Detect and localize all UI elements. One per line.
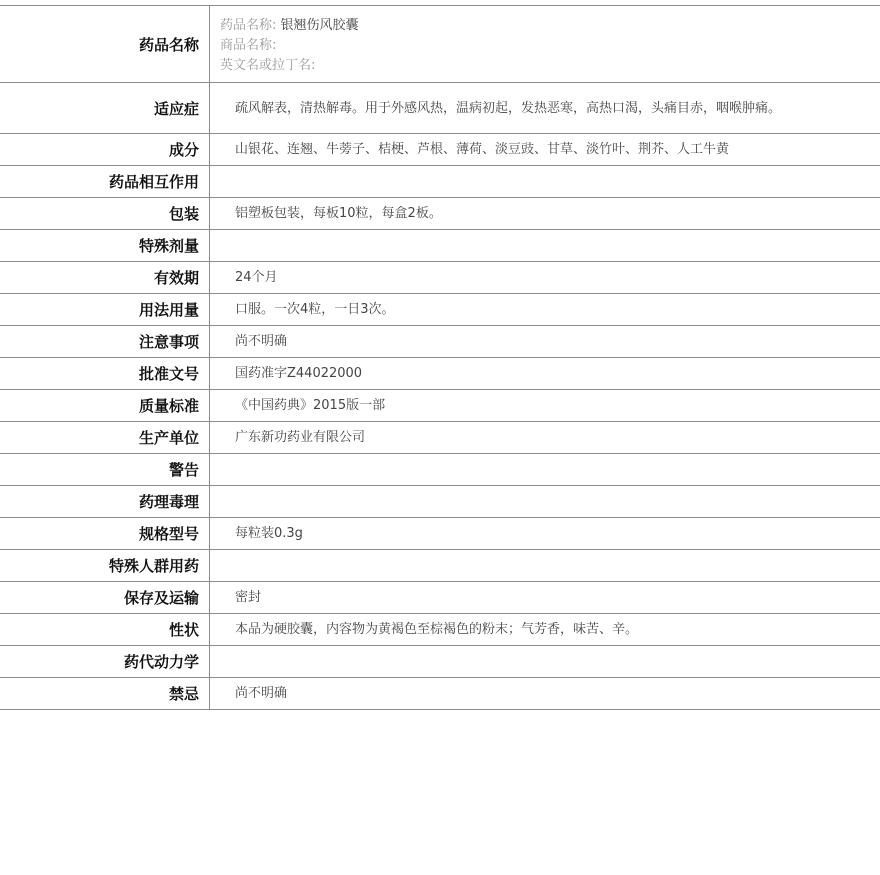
generic-name-line [220,16,800,36]
english-name-key: 英文名或拉丁名: [220,58,315,73]
row-value: 《中国药典》2015版一部 [210,390,880,422]
english-name-line [220,56,800,76]
table-row-usage [0,294,880,326]
row-label: 药代动力学 [0,646,210,678]
row-value: 国药准字Z44022000 [210,358,880,390]
row-value: 尚不明确 [210,678,880,710]
row-label: 质量标准 [0,390,210,422]
row-value: 24个月 [210,262,880,294]
drug-spec-table [0,5,880,710]
row-label: 特殊剂量 [0,230,210,262]
row-value: 疏风解表，清热解毒。用于外感风热，温病初起，发热恶寒，高热口渴，头痛目赤，咽喉肿痛。 [210,83,880,134]
row-value [210,486,880,518]
row-value [210,166,880,198]
row-value: 铝塑板包装，每板10粒，每盒2板。 [210,198,880,230]
row-label: 药品相互作用 [0,166,210,198]
table-row-manufacturer [0,422,880,454]
table-row-pharmacokinetics [0,646,880,678]
table-row-approval-number [0,358,880,390]
row-value: 口服。一次4粒，一日3次。 [210,294,880,326]
trade-name-line [220,36,800,56]
row-label: 禁忌 [0,678,210,710]
row-label: 注意事项 [0,326,210,358]
row-value: 尚不明确 [210,326,880,358]
table-row-specification [0,518,880,550]
row-label: 适应症 [0,83,210,134]
row-label: 药理毒理 [0,486,210,518]
table-row-contraindications [0,678,880,710]
row-value [210,550,880,582]
row-label: 规格型号 [0,518,210,550]
generic-name-key: 药品名称: [220,18,276,33]
names-cell [210,6,880,83]
row-value [210,646,880,678]
trade-name-key: 商品名称: [220,38,276,53]
row-value: 本品为硬胶囊，内容物为黄褐色至棕褐色的粉末；气芳香，味苦、辛。 [210,614,880,646]
generic-name-value: 银翘伤风胶囊 [281,18,359,33]
table-row-interactions [0,166,880,198]
table-row-packaging [0,198,880,230]
row-label: 特殊人群用药 [0,550,210,582]
table-row-description [0,614,880,646]
table-row-warning [0,454,880,486]
table-row-precautions [0,326,880,358]
row-label: 成分 [0,134,210,166]
row-label: 保存及运输 [0,582,210,614]
row-value: 广东新功药业有限公司 [210,422,880,454]
row-value: 每粒装0.3g [210,518,880,550]
table-row-ingredients [0,134,880,166]
row-label: 包装 [0,198,210,230]
table-row-names [0,6,880,83]
table-row-special-dosage [0,230,880,262]
row-label: 用法用量 [0,294,210,326]
row-label-drug-name: 药品名称 [0,6,210,83]
table-row-storage [0,582,880,614]
table-row-pharmacology [0,486,880,518]
table-row-quality-standard [0,390,880,422]
table-row-shelf-life [0,262,880,294]
drug-spec-sheet [0,5,880,710]
table-row-indications [0,83,880,134]
row-value [210,230,880,262]
table-row-special-populations [0,550,880,582]
row-value: 山银花、连翘、牛蒡子、桔梗、芦根、薄荷、淡豆豉、甘草、淡竹叶、荆芥、人工牛黄 [210,134,880,166]
row-label: 生产单位 [0,422,210,454]
row-label: 批准文号 [0,358,210,390]
row-label: 性状 [0,614,210,646]
row-value [210,454,880,486]
row-value: 密封 [210,582,880,614]
row-label: 警告 [0,454,210,486]
row-label: 有效期 [0,262,210,294]
